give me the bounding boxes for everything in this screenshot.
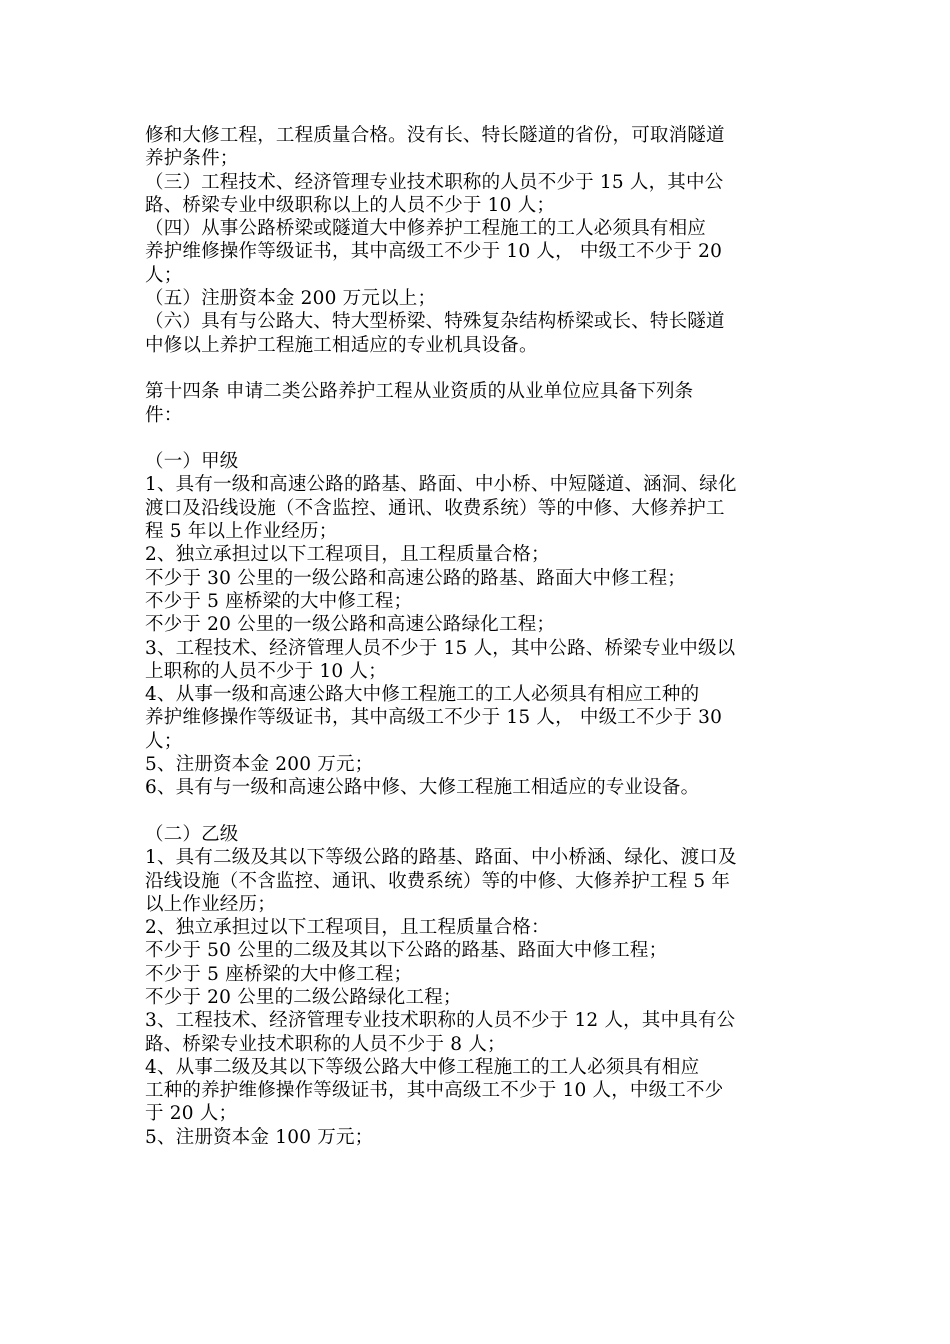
text-line: 件： (145, 404, 183, 426)
text-line: 中修以上养护工程施工相适应的专业机具设备。 (145, 334, 538, 356)
text-line: 4、从事一级和高速公路大中修工程施工的工人必须具有相应工种的 (145, 684, 700, 706)
text-line: 不少于 50 公里的二级及其以下公路的路基、路面大中修工程； (145, 940, 668, 962)
text-line: 上职称的人员不少于 10 人； (145, 660, 387, 682)
section-heading-grade-a: （一）甲级 (145, 451, 239, 473)
blank-line (145, 357, 815, 380)
text-line: 程 5 年以上作业经历； (145, 521, 338, 543)
text-line: （三）工程技术、经济管理专业技术职称的人员不少于 15 人，其中公 (145, 171, 724, 193)
text-line: 以上作业经历； (145, 893, 276, 915)
text-line: 不少于 5 座桥梁的大中修工程； (145, 590, 413, 612)
text-line: 沿线设施（不含监控、通讯、收费系统）等的中修、大修养护工程 5 年 (145, 870, 731, 892)
text-line: 修和大修工程，工程质量合格。没有长、特长隧道的省份，可取消隧道 (145, 125, 725, 146)
section-heading-grade-b: （二）乙级 (145, 823, 239, 845)
text-line: 路、桥梁专业中级职称以上的人员不少于 10 人； (145, 194, 556, 216)
text-line: 于 20 人； (145, 1103, 238, 1125)
text-line: 不少于 20 公里的二级公路绿化工程； (145, 986, 462, 1008)
text-line: 6、具有与一级和高速公路中修、大修工程施工相适应的专业设备。 (145, 777, 700, 799)
text-line: 1、具有一级和高速公路的路基、路面、中小桥、中短隧道、涵洞、绿化 (145, 474, 737, 496)
text-line: 养护维修操作等级证书，其中高级工不少于 15 人， 中级工不少于 30 (145, 707, 723, 729)
text-line: 路、桥梁专业技术职称的人员不少于 8 人； (145, 1033, 506, 1055)
text-line: 2、独立承担过以下工程项目，且工程质量合格； (145, 544, 550, 566)
text-line: 养护条件； (145, 148, 239, 170)
text-line: 不少于 30 公里的一级公路和高速公路的路基、路面大中修工程； (145, 567, 687, 589)
text-line: 5、注册资本金 100 万元； (145, 1126, 374, 1148)
text-line: 工种的养护维修操作等级证书，其中高级工不少于 10 人，中级工不少 (145, 1080, 724, 1102)
text-line: 4、从事二级及其以下等级公路大中修工程施工的工人必须具有相应 (145, 1056, 700, 1078)
text-line: 不少于 5 座桥梁的大中修工程； (145, 963, 413, 985)
blank-line (145, 427, 815, 450)
text-line: 3、工程技术、经济管理专业技术职称的人员不少于 12 人，其中具有公 (145, 1010, 736, 1032)
blank-line (145, 800, 815, 823)
text-line: 5、注册资本金 200 万元； (145, 754, 374, 776)
text-line: 渡口及沿线设施（不含监控、通讯、收费系统）等的中修、大修养护工 (145, 497, 725, 519)
text-line: （四）从事公路桥梁或隧道大中修养护工程施工的工人必须具有相应 (145, 218, 707, 240)
text-line: 1、具有二级及其以下等级公路的路基、路面、中小桥涵、绿化、渡口及 (145, 847, 737, 869)
text-line: 人； (145, 264, 183, 286)
text-line: （五）注册资本金 200 万元以上； (145, 288, 437, 310)
text-line: 不少于 20 公里的一级公路和高速公路绿化工程； (145, 614, 556, 636)
text-line: 3、工程技术、经济管理人员不少于 15 人，其中公路、桥梁专业中级以 (145, 637, 736, 659)
text-line: 养护维修操作等级证书，其中高级工不少于 10 人， 中级工不少于 20 (145, 241, 723, 263)
article-heading: 第十四条 申请二类公路养护工程从业资质的从业单位应具备下列条 (145, 381, 694, 403)
document-body (145, 124, 815, 1149)
text-line: 2、独立承担过以下工程项目，且工程质量合格： (145, 917, 550, 939)
text-line: 人； (145, 730, 183, 752)
text-line: （六）具有与公路大、特大型桥梁、特殊复杂结构桥梁或长、特长隧道 (145, 311, 725, 333)
